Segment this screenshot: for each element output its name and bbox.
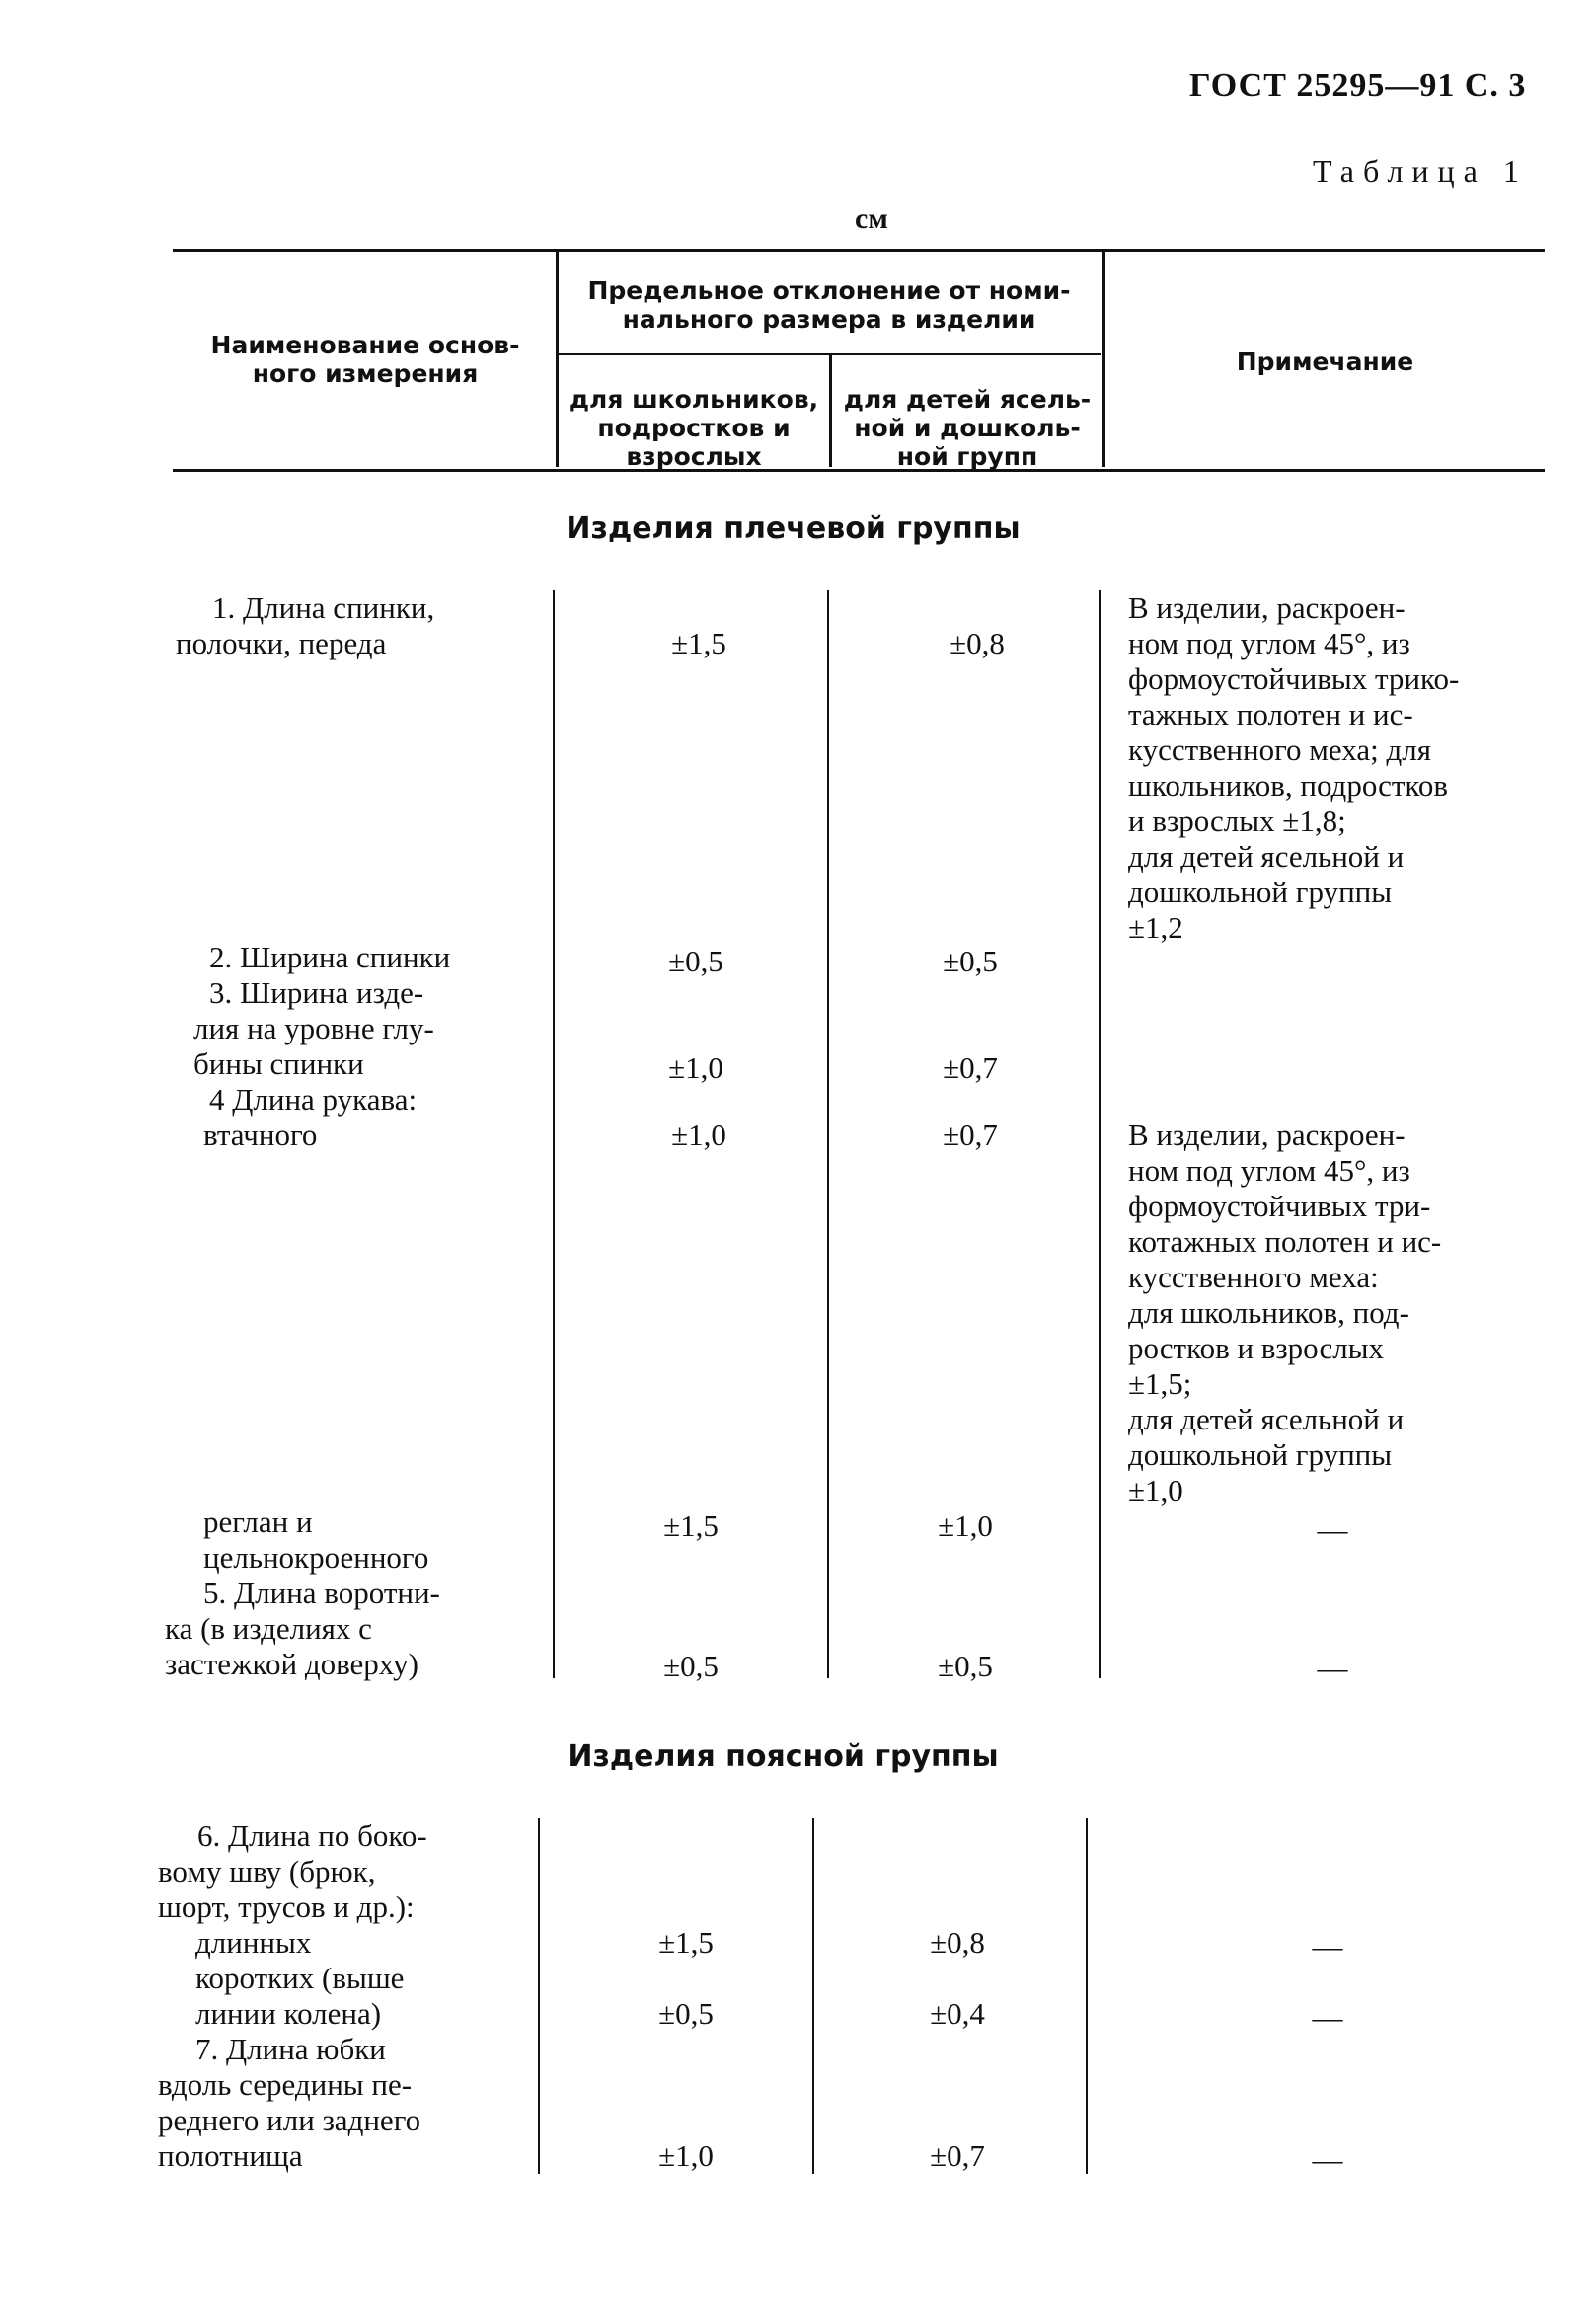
note-dash: — (1312, 1929, 1343, 1964)
row-name: вому шву (брюк, (158, 1854, 376, 1889)
row-name: цельнокроенного (203, 1540, 429, 1575)
value-adults: ±0,5 (663, 1649, 719, 1683)
row-name: коротких (выше (195, 1961, 405, 1995)
note-line: ±1,2 (1128, 910, 1183, 945)
note-line: ном под углом 45°, из (1128, 626, 1410, 660)
row-name: вдоль середины пе- (158, 2067, 413, 2102)
note-line: В изделии, раскроен- (1128, 1118, 1406, 1152)
note-dash: — (1312, 2000, 1343, 2035)
body-divider-1b (538, 1818, 540, 2174)
note-dash: — (1312, 2142, 1343, 2177)
section-waist-group: Изделия поясной группы (568, 1739, 999, 1774)
value-children: ±0,7 (943, 1118, 998, 1152)
row-name: 4 Длина рукава: (209, 1082, 418, 1117)
value-adults: ±1,0 (668, 1050, 723, 1085)
value-children: ±0,8 (950, 626, 1005, 660)
value-adults: ±0,5 (668, 944, 723, 978)
row-name: линии колена) (195, 1996, 382, 2031)
note-block-1 (1128, 590, 1543, 946)
value-adults: ±1,5 (663, 1508, 719, 1543)
row-name: 7. Длина юбки (195, 2032, 386, 2066)
note-line: ±1,5; (1128, 1366, 1192, 1401)
column-header-children: для детей ясель- ной и дошколь- ной групп (843, 385, 1092, 471)
body-divider-3 (1099, 590, 1101, 1678)
note-line: формоустойчивых три- (1128, 1189, 1431, 1223)
note-line: дошкольной группы (1128, 1437, 1393, 1472)
value-adults: ±0,5 (658, 1996, 714, 2031)
row-name: бины спинки (193, 1046, 364, 1081)
note-line: ростков и взрослых (1128, 1331, 1385, 1365)
column-header-adults: для школьников, подростков и взрослых (569, 385, 819, 471)
value-adults: ±1,5 (658, 1925, 714, 1960)
note-line: для детей ясельной и (1128, 1402, 1405, 1436)
row-name: 5. Длина воротни- (203, 1576, 440, 1610)
note-line: кусственного меха: (1128, 1260, 1379, 1294)
body-divider-3b (1086, 1818, 1088, 2174)
note-line: школьников, подростков (1128, 768, 1449, 803)
row-name: 3. Ширина изде- (209, 975, 424, 1010)
body-divider-1 (553, 590, 555, 1678)
value-adults: ±1,0 (658, 2138, 714, 2173)
note-line: ±1,0 (1128, 1473, 1183, 1507)
body-divider-2 (827, 590, 829, 1678)
row-name: втачного (203, 1118, 318, 1152)
row-name: полочки, переда (176, 626, 387, 660)
column-header-note: Примечание (1236, 348, 1414, 376)
head-divider-2 (829, 355, 832, 467)
row-name: реднего или заднего (158, 2103, 421, 2137)
value-adults: ±1,5 (671, 626, 726, 660)
note-line: кусственного меха; для (1128, 733, 1431, 767)
value-children: ±0,4 (930, 1996, 985, 2031)
value-adults: ±1,0 (671, 1118, 726, 1152)
row-name: шорт, трусов и др.): (158, 1890, 415, 1924)
note-line: котажных полотен и ис- (1128, 1224, 1442, 1259)
standard-header: ГОСТ 25295—91 С. 3 (1189, 67, 1527, 104)
table-top-rule (173, 249, 1545, 252)
value-children: ±0,7 (943, 1050, 998, 1085)
value-children: ±0,5 (943, 944, 998, 978)
value-children: ±0,8 (930, 1925, 985, 1960)
value-children: ±0,7 (930, 2138, 985, 2173)
note-line: для детей ясельной и (1128, 839, 1405, 874)
note-line: ном под углом 45°, из (1128, 1153, 1410, 1188)
row-name: застежкой доверху) (165, 1647, 418, 1681)
row-name: полотнища (158, 2138, 303, 2173)
row-name: лия на уровне глу- (193, 1011, 434, 1045)
note-line: для школьников, под- (1128, 1295, 1409, 1330)
column-header-name: Наименование основ- ного измерения (210, 331, 520, 388)
body-divider-2b (812, 1818, 814, 2174)
note-dash: — (1317, 1512, 1348, 1547)
note-dash: — (1317, 1651, 1348, 1685)
row-name: 2. Ширина спинки (209, 940, 451, 974)
column-header-deviation: Предельное отклонение от номи- нального размера в изделии (587, 276, 1071, 334)
head-divider-1 (556, 252, 559, 467)
note-line: тажных полотен и ис- (1128, 697, 1413, 732)
row-name: реглан и (203, 1505, 313, 1539)
value-children: ±1,0 (938, 1508, 993, 1543)
row-name: ка (в изделиях с (165, 1611, 372, 1646)
note-line: и взрослых ±1,8; (1128, 804, 1346, 838)
note-line: В изделии, раскроен- (1128, 590, 1406, 625)
value-children: ±0,5 (938, 1649, 993, 1683)
table-title: Таблица 1 (1313, 153, 1528, 189)
row-name: 6. Длина по боко- (197, 1818, 427, 1853)
note-block-2 (1128, 1118, 1543, 1508)
note-line: формоустойчивых трико- (1128, 661, 1460, 696)
unit-label: см (855, 202, 888, 235)
row-name: длинных (195, 1925, 312, 1960)
note-line: дошкольной группы (1128, 875, 1393, 909)
row-name: 1. Длина спинки, (212, 590, 435, 625)
section-shoulder-group: Изделия плечевой группы (566, 511, 1021, 546)
